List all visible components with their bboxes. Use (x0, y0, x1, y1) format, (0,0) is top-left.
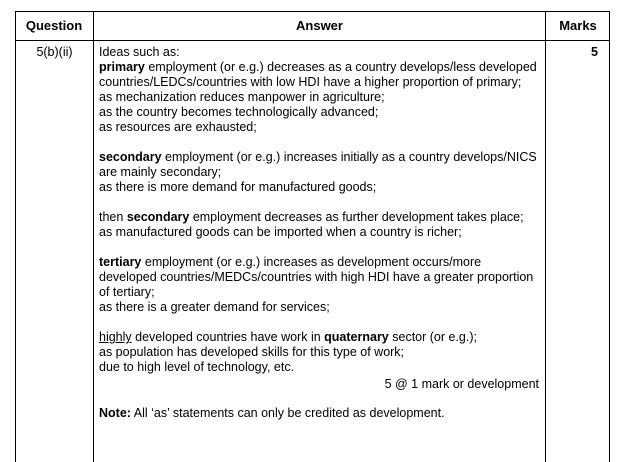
quaternary-statement (99, 330, 539, 345)
quaternary-text-after: sector (or e.g.); (388, 330, 477, 344)
mark-scheme-table (15, 11, 610, 462)
answer-cell (99, 45, 539, 421)
secondary-decrease-prefix: then (99, 210, 127, 224)
intro-text: Ideas such as: (99, 45, 180, 59)
primary-statement (99, 60, 539, 90)
secondary-reason: as there is more demand for manufactured goods; (99, 180, 377, 194)
tertiary-statement (99, 255, 539, 300)
column-divider-question (93, 11, 94, 462)
column-divider-answer (545, 11, 546, 462)
note-label: Note: (99, 406, 131, 420)
header-answer: Answer (296, 18, 343, 33)
secondary-decrease-reason: as manufactured goods can be imported when a country is richer; (99, 225, 462, 239)
marks-value: 5 (591, 45, 598, 59)
secondary-text: employment (or e.g.) increases initially as a country develops/NICS are mainly secondary; (99, 150, 537, 179)
header-question: Question (25, 18, 83, 33)
primary-term: primary (99, 60, 145, 74)
note (99, 406, 539, 421)
primary-reason: as the country becomes technologically advanced; (99, 105, 379, 119)
quaternary-term: quaternary (324, 330, 389, 344)
tertiary-text: employment (or e.g.) increases as development occurs/more developed countries/MEDCs/countries with high HDI have a greater proportion of tertiary; (99, 255, 534, 299)
secondary-decrease-statement (99, 210, 539, 225)
quaternary-reason: due to high level of technology, etc. (99, 360, 295, 374)
mark-allocation: 5 @ 1 mark or development (384, 377, 539, 391)
quaternary-reason: as population has developed skills for this type of work; (99, 345, 405, 359)
primary-text: employment (or e.g.) decreases as a country develops/less developed countries/LEDCs/countries with low HDI have a higher proportion of primary; (99, 60, 537, 89)
primary-reason: as mechanization reduces manpower in agriculture; (99, 90, 385, 104)
tertiary-term: tertiary (99, 255, 142, 269)
question-number: 5(b)(ii) (36, 45, 73, 59)
table-left-border (15, 11, 16, 462)
quaternary-text-before: developed countries have work in (131, 330, 325, 344)
table-right-border (609, 11, 610, 462)
header-marks: Marks (559, 18, 597, 33)
tertiary-reason: as there is a greater demand for services; (99, 300, 330, 314)
quaternary-underlined: highly (99, 330, 132, 344)
secondary-statement (99, 150, 539, 180)
secondary-decrease-text: employment decreases as further development takes place; (189, 210, 524, 224)
secondary-term: secondary (99, 150, 162, 164)
note-text: All ‘as’ statements can only be credited as development. (130, 406, 445, 420)
header-divider (15, 40, 610, 41)
secondary-decrease-term: secondary (126, 210, 190, 224)
primary-reason: as resources are exhausted; (99, 120, 257, 134)
